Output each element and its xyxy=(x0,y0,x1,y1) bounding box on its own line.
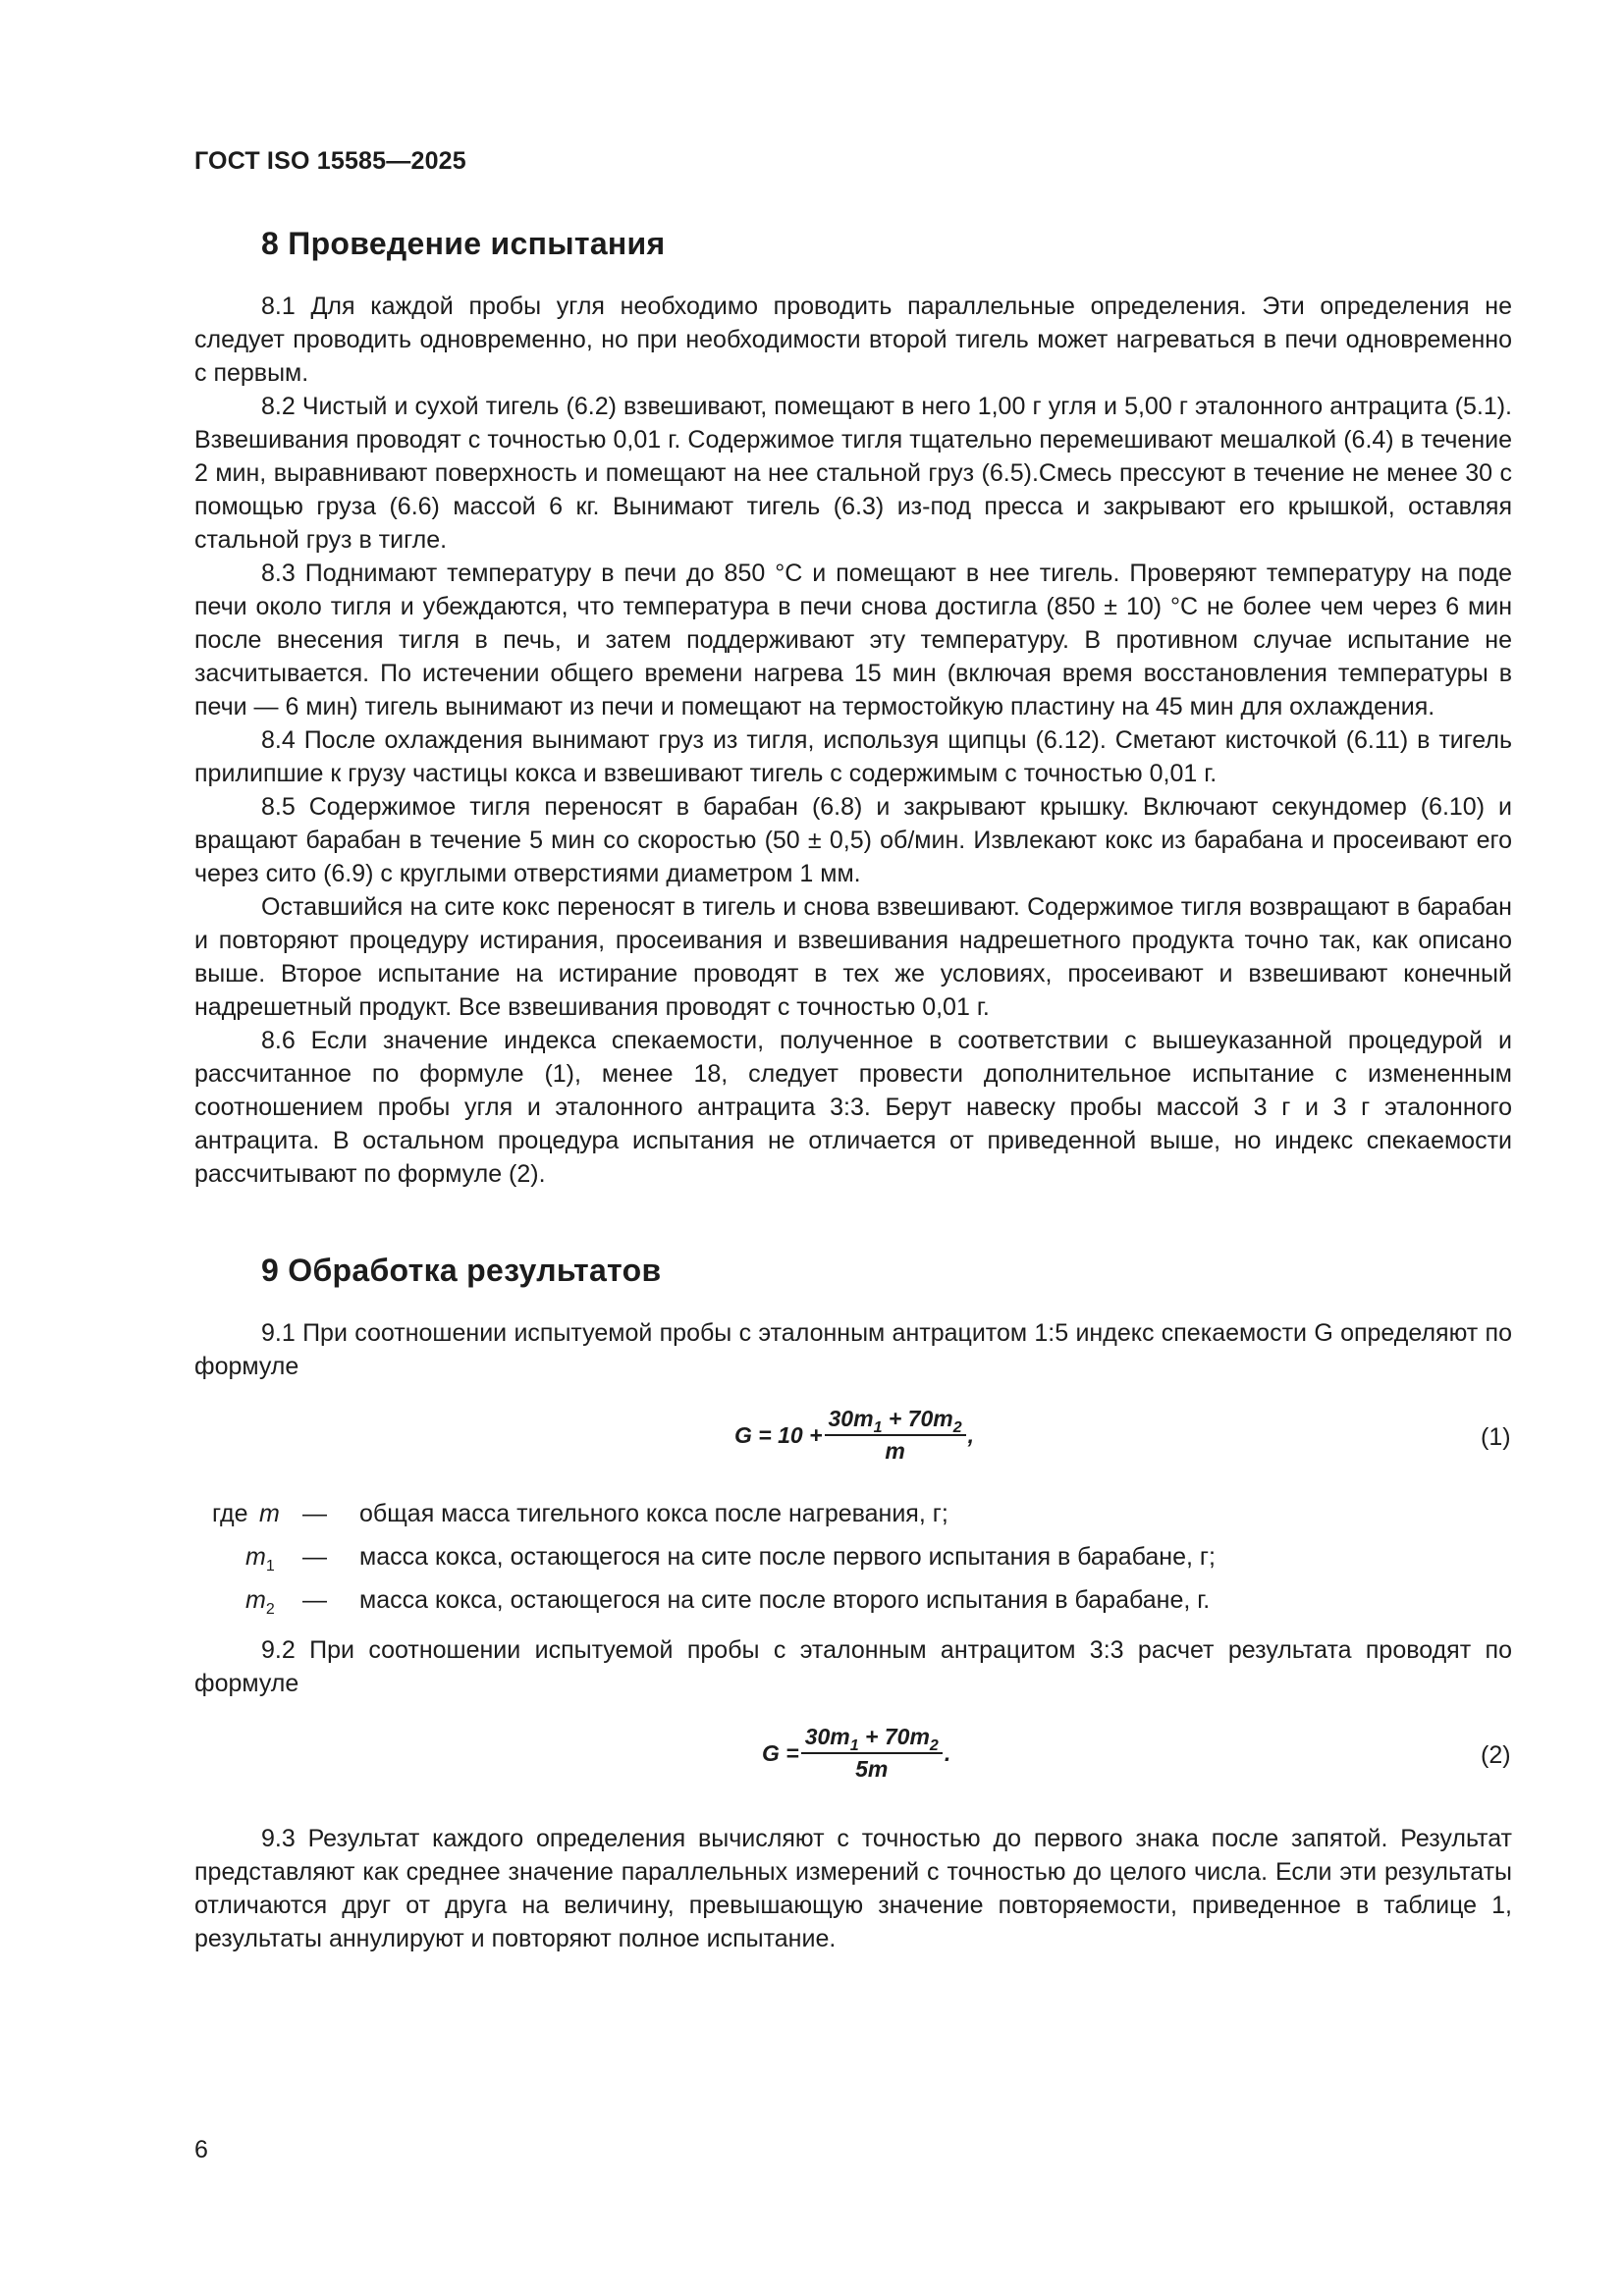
formula-1-numerator xyxy=(825,1406,966,1436)
legend-prefix: где xyxy=(212,1500,248,1527)
formula-2-sub-1: 1 xyxy=(849,1737,859,1754)
section-9-title: 9 Обработка результатов xyxy=(261,1253,662,1288)
legend-text-m2: масса кокса, остающегося на сите после второго испытания в барабане, г. xyxy=(359,1586,1211,1614)
paragraph-9-2: 9.2 При соотношении испытуемой пробы с эталонным антрацитом 3:3 расчет результата проводят по формуле xyxy=(194,1636,1512,1697)
legend-text-m: общая масса тигельного кокса после нагревания, г; xyxy=(359,1500,948,1527)
legend-var-m1 xyxy=(245,1543,275,1575)
legend-dash: — xyxy=(302,1586,327,1614)
paragraph-8-5: 8.5 Содержимое тигля переносят в барабан (6.8) и закрывают крышку. Включают секундомер (6.10) и вращают барабан в течение 5 мин со скоростью (50 ± 0,5) об/мин. Извлекают кокс из барабана и просеивают его через сито (6.9) с круглыми отверстиями диаметром 1 мм. xyxy=(194,793,1512,887)
document-header: ГОСТ ISO 15585—2025 xyxy=(194,147,466,175)
legend-row-m1 xyxy=(194,1543,1512,1578)
page-number: 6 xyxy=(194,2136,208,2163)
formula-2-term-a: 30m xyxy=(804,1724,850,1749)
legend-var-m1-sub: 1 xyxy=(265,1558,275,1575)
formula-1-fraction xyxy=(825,1406,966,1465)
paragraph-8-1: 8.1 Для каждой пробы угля необходимо проводить параллельные определения. Эти определения не следует проводить одновременно, но при необходимости второй тигель может нагреваться в печи одновременно с первым. xyxy=(194,293,1512,387)
formula-1-sub-2: 2 xyxy=(952,1419,962,1436)
legend-var-m2-sub: 2 xyxy=(265,1601,275,1618)
paragraph-8-6: 8.6 Если значение индекса спекаемости, полученное в соответствии с вышеуказанной процедурой и рассчитанное по формуле (1), менее 18, следует провести дополнительное испытание с измененным соотношением пробы угля и эталонного антрацита 3:3. Берут навеску пробы массой 3 г и 3 г эталонного антрацита. В остальном процедура испытания не отличается от приведенной выше, но индекс спекаемости рассчитывают по формуле (2). xyxy=(194,1027,1512,1188)
paragraph-9-1: 9.1 При соотношении испытуемой пробы с эталонным антрацитом 1:5 индекс спекаемости G определяют по формуле xyxy=(194,1319,1512,1380)
legend-var-m1-base: m xyxy=(245,1543,266,1571)
formula-1-sub-1: 1 xyxy=(873,1419,883,1436)
legend-var-m2-base: m xyxy=(245,1586,266,1614)
formula-2-numerator xyxy=(801,1724,943,1754)
legend-text-m1: масса кокса, остающегося на сите после первого испытания в барабане, г; xyxy=(359,1543,1216,1571)
section-8-body xyxy=(194,290,1512,1191)
formula-1-number: (1) xyxy=(1481,1423,1511,1451)
legend-var-m: m xyxy=(259,1500,280,1527)
formula-1-tail: , xyxy=(967,1421,975,1448)
paragraph-8-4: 8.4 После охлаждения вынимают груз из тигля, используя щипцы (6.12). Сметают кисточкой (6.11) в тигель прилипшие к грузу частицы кокса и взвешивают тигель с содержимым с точностью 0,01 г. xyxy=(194,726,1512,787)
formula-2-fraction xyxy=(801,1724,943,1783)
section-8-title: 8 Проведение испытания xyxy=(261,226,666,261)
legend-dash: — xyxy=(302,1500,327,1527)
paragraph-8-3: 8.3 Поднимают температуру в печи до 850 °С и помещают в нее тигель. Проверяют температуру на поде печи около тигля и убеждаются, что температура в печи снова достигла (850 ± 10) °С не более чем через 6 мин после внесения тигля в печь, и затем поддерживают эту температуру. В противном случае испытание не засчитывается. По истечении общего времени нагрева 15 мин (включая время восстановления температуры в печи — 6 мин) тигель вынимают из печи и помещают на термостойкую пластину на 45 мин для охлаждения. xyxy=(194,560,1512,721)
formula-1-term-b: + 70m xyxy=(882,1406,953,1431)
legend-dash: — xyxy=(302,1543,327,1571)
formula-2-denominator: 5m xyxy=(855,1756,889,1782)
formula-1 xyxy=(734,1406,974,1465)
formula-2-number: (2) xyxy=(1481,1741,1511,1769)
formula-1-term-a: 30m xyxy=(828,1406,874,1431)
formula-2-term-b: + 70m xyxy=(858,1724,930,1749)
paragraph-8-5-continued: Оставшийся на сите кокс переносят в тигель и снова взвешивают. Содержимое тигля возвращают в барабан и повторяют процедуру истирания, просеивания и взвешивания надрешетного продукта точно так, как описано выше. Второе испытание на истирание проводят в тех же условиях, просеивают и взвешивают конечный надрешетный продукт. Все взвешивания проводят с точностью 0,01 г. xyxy=(194,893,1512,1021)
paragraph-9-1-block xyxy=(194,1316,1512,1383)
legend-var-m2 xyxy=(245,1586,275,1618)
legend-row-m2 xyxy=(194,1586,1512,1622)
paragraph-9-3-block xyxy=(194,1822,1512,1955)
formula-1-lhs: G = 10 + xyxy=(734,1421,823,1448)
formula-2-sub-2: 2 xyxy=(929,1737,939,1754)
paragraph-9-2-block xyxy=(194,1633,1512,1700)
formula-2-tail: . xyxy=(944,1739,951,1766)
paragraph-8-2: 8.2 Чистый и сухой тигель (6.2) взвешивают, помещают в него 1,00 г угля и 5,00 г эталонного антрацита (5.1). Взвешивания проводят с точностью 0,01 г. Содержимое тигля тщательно перемешивают мешалкой (6.4) в течение 2 мин, выравнивают поверхность и помещают на нее стальной груз (6.5).Смесь прессуют в течение не менее 30 с помощью груза (6.6) массой 6 кг. Вынимают тигель (6.3) из-под пресса и закрывают его крышкой, оставляя стальной груз в тигле. xyxy=(194,393,1512,554)
paragraph-9-3: 9.3 Результат каждого определения вычисляют с точностью до первого знака после запятой. Результат представляют как среднее значение параллельных измерений с точностью до целого числа. Если эти результаты отличаются друг от друга на величину, превышающую значение повторяемости, приведенное в таблице 1, результаты аннулируют и повторяют полное испытание. xyxy=(194,1825,1512,1952)
formula-2 xyxy=(762,1724,950,1783)
formula-2-lhs: G = xyxy=(762,1739,799,1766)
formula-1-denominator: m xyxy=(885,1438,905,1464)
legend-row-m xyxy=(194,1500,1512,1535)
